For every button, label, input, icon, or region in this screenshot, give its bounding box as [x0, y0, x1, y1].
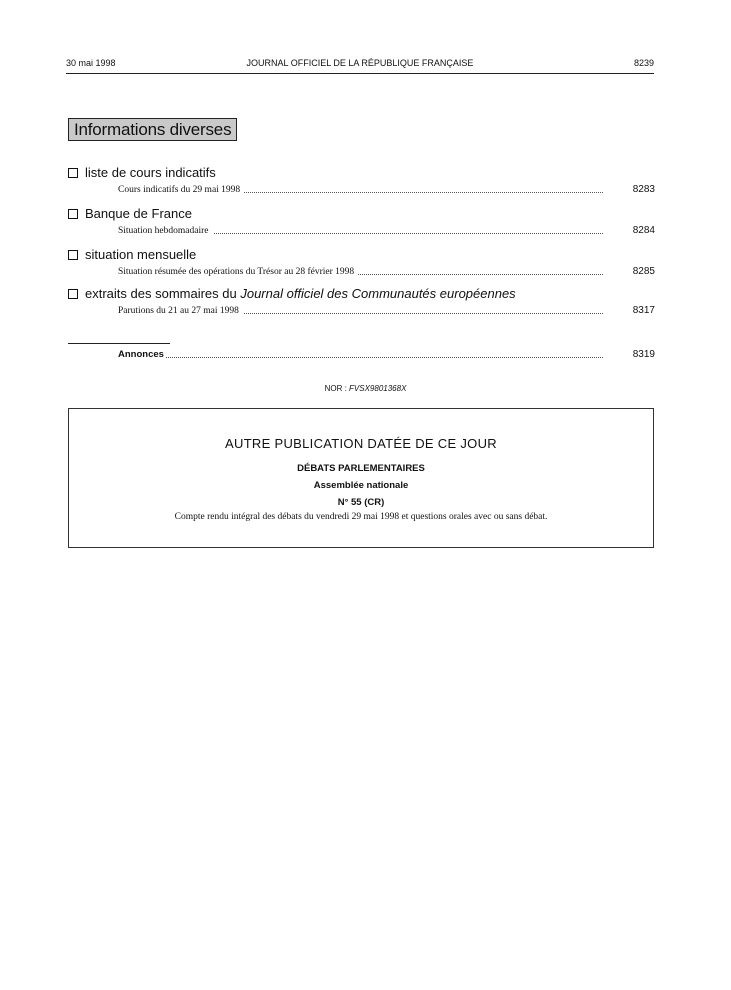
toc-section: [68, 247, 655, 279]
other-publication-box: [68, 408, 654, 548]
toc-section-title: Banque de France: [68, 206, 655, 222]
toc-entry[interactable]: [68, 304, 655, 318]
publication-number: N° 55 (CR): [337, 497, 385, 508]
toc-section: [68, 286, 655, 318]
page-header: [66, 58, 654, 74]
checkbox-icon: [68, 250, 78, 260]
annonces-label: Annonces: [118, 349, 164, 360]
toc-entry-page: 8285: [632, 266, 655, 277]
toc-entry-label: Parutions du 21 au 27 mai 1998: [118, 304, 243, 318]
header-rule: [66, 73, 654, 74]
toc-entry-label: Cours indicatifs du 29 mai 1998: [118, 183, 244, 197]
header-journal-title: JOURNAL OFFICIEL DE LA RÉPUBLIQUE FRANÇAISE: [246, 58, 474, 68]
toc-entry-label: Situation hebdomadaire: [118, 224, 213, 238]
toc-entry-page: 8317: [632, 305, 655, 316]
section-banner: Informations diverses: [68, 118, 237, 141]
toc-entry[interactable]: [68, 183, 655, 197]
header-date: 30 mai 1998: [66, 58, 116, 68]
separator-rule: [68, 343, 170, 344]
toc-entry-page: 8283: [632, 184, 655, 195]
checkbox-icon: [68, 168, 78, 178]
checkbox-icon: [68, 209, 78, 219]
toc-entry[interactable]: [68, 224, 655, 238]
annonces-page: 8319: [632, 349, 655, 360]
toc-section-title: extraits des sommaires du Journal officiel des Communautés européennes: [68, 286, 655, 302]
publication-heading: AUTRE PUBLICATION DATÉE DE CE JOUR: [225, 436, 497, 451]
publication-description: Compte rendu intégral des débats du vendredi 29 mai 1998 et questions orales avec ou sans débat.: [174, 512, 548, 522]
toc-entry[interactable]: [68, 265, 655, 279]
header-page-number: 8239: [633, 58, 654, 68]
toc-section-title: liste de cours indicatifs: [68, 165, 655, 181]
dot-leader: [118, 357, 603, 358]
annonces-entry[interactable]: [68, 348, 655, 362]
publication-line: DÉBATS PARLEMENTAIRES: [297, 463, 425, 474]
toc-section: [68, 165, 655, 197]
nor-code: FVSX9801368X: [349, 384, 407, 393]
journal-name: Journal officiel des Communautés européennes: [240, 286, 516, 301]
toc-entry-page: 8284: [632, 225, 655, 236]
checkbox-icon: [68, 289, 78, 299]
toc-entry-label: Situation résumée des opérations du Trésor au 28 février 1998: [118, 265, 358, 279]
nor-reference: NOR : FVSX9801368X: [324, 384, 407, 393]
toc-section-title: situation mensuelle: [68, 247, 655, 263]
toc-section: [68, 206, 655, 238]
publication-line: Assemblée nationale: [313, 480, 409, 491]
